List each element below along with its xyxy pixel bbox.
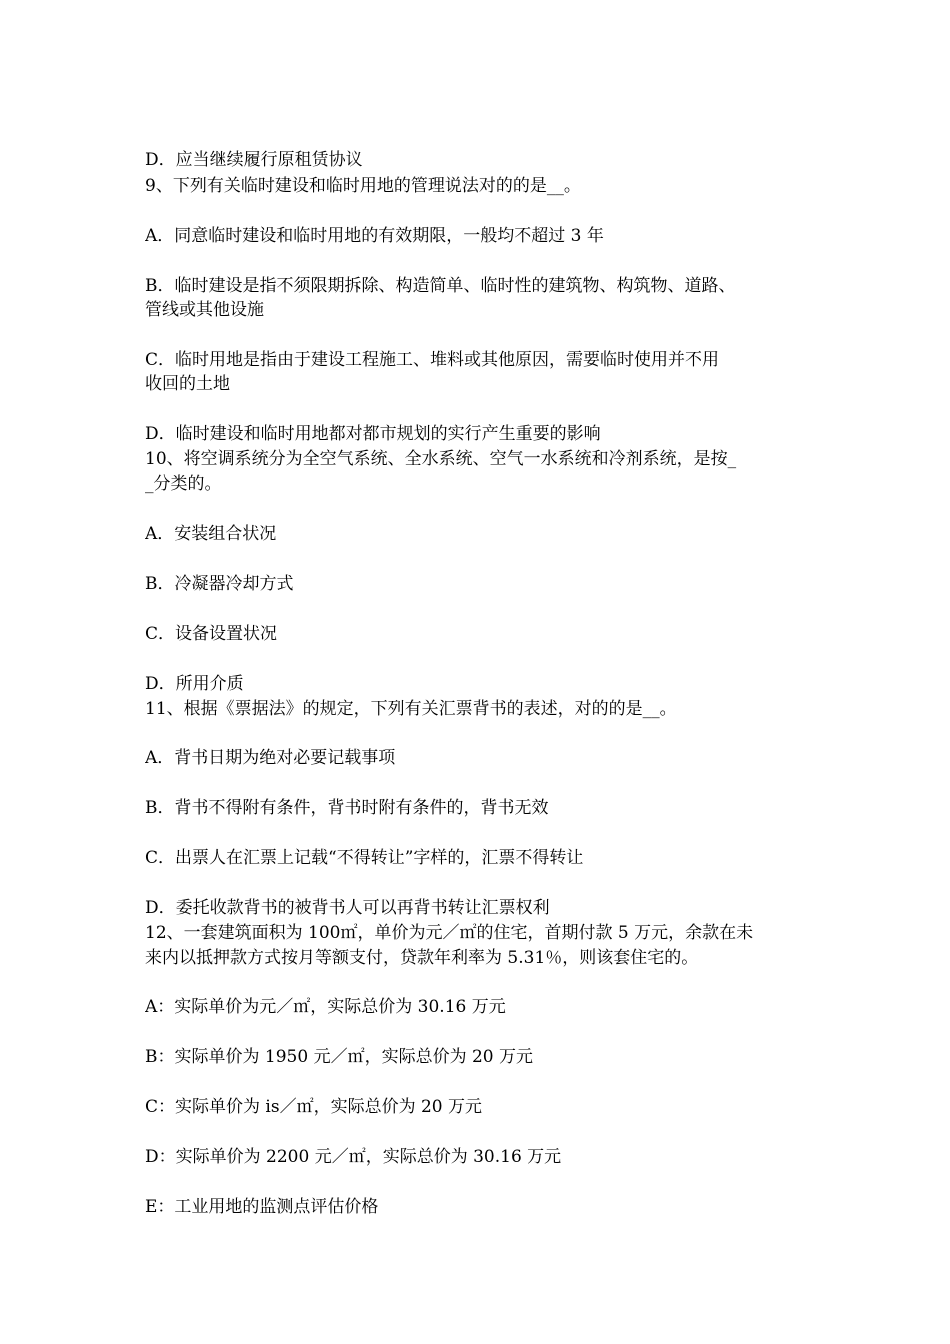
option-a-q12: A：实际单价为元／㎡，实际总价为 30.16 万元: [145, 997, 506, 1017]
option-b-q10: B．冷凝器冷却方式: [145, 574, 294, 594]
option-d-q8: D．应当继续履行原租赁协议: [145, 150, 363, 170]
option-c-q9-line2: 收回的土地: [145, 374, 230, 394]
option-d-q10: D．所用介质: [145, 674, 244, 694]
option-c-q11: C．出票人在汇票上记载“不得转让”字样的，汇票不得转让: [145, 848, 584, 868]
option-a-q11: A．背书日期为绝对必要记载事项: [145, 748, 396, 768]
option-b-q12: B：实际单价为 1950 元／㎡，实际总价为 20 万元: [145, 1047, 534, 1067]
option-d-q12: D：实际单价为 2200 元／㎡，实际总价为 30.16 万元: [145, 1147, 562, 1167]
question-12-line1: 12、一套建筑面积为 100㎡，单价为元／㎡的住宅，首期付款 5 万元，余款在未: [145, 923, 754, 943]
option-c-q10: C．设备设置状况: [145, 624, 278, 644]
option-a-q10: A．安装组合状况: [145, 524, 277, 544]
option-b-q11: B．背书不得附有条件，背书时附有条件的，背书无效: [145, 798, 549, 818]
question-9: 9、下列有关临时建设和临时用地的管理说法对的的是__。: [145, 176, 581, 196]
question-10-line1: 10、将空调系统分为全空气系统、全水系统、空气一水系统和冷剂系统，是按_: [145, 449, 737, 469]
option-c-q9-line1: C．临时用地是指由于建设工程施工、堆料或其他原因，需要临时使用并不用: [145, 350, 720, 370]
option-b-q9-line2: 管线或其他设施: [145, 300, 264, 320]
option-d-q9: D．临时建设和临时用地都对都市规划的实行产生重要的影响: [145, 424, 601, 444]
option-e-q12: E：工业用地的监测点评估价格: [145, 1197, 379, 1217]
option-b-q9-line1: B．临时建设是指不须限期拆除、构造简单、临时性的建筑物、构筑物、道路、: [145, 276, 736, 296]
option-c-q12: C：实际单价为 is／㎡，实际总价为 20 万元: [145, 1097, 483, 1117]
question-12-line2: 来内以抵押款方式按月等额支付，贷款年利率为 5.31％，则该套住宅的。: [145, 948, 699, 968]
option-d-q11: D．委托收款背书的被背书人可以再背书转让汇票权利: [145, 898, 550, 918]
question-11: 11、根据《票据法》的规定，下列有关汇票背书的表述，对的的是__。: [145, 699, 677, 719]
question-10-line2: _分类的。: [145, 474, 222, 494]
option-a-q9: A．同意临时建设和临时用地的有效期限，一般均不超过 3 年: [145, 226, 604, 246]
